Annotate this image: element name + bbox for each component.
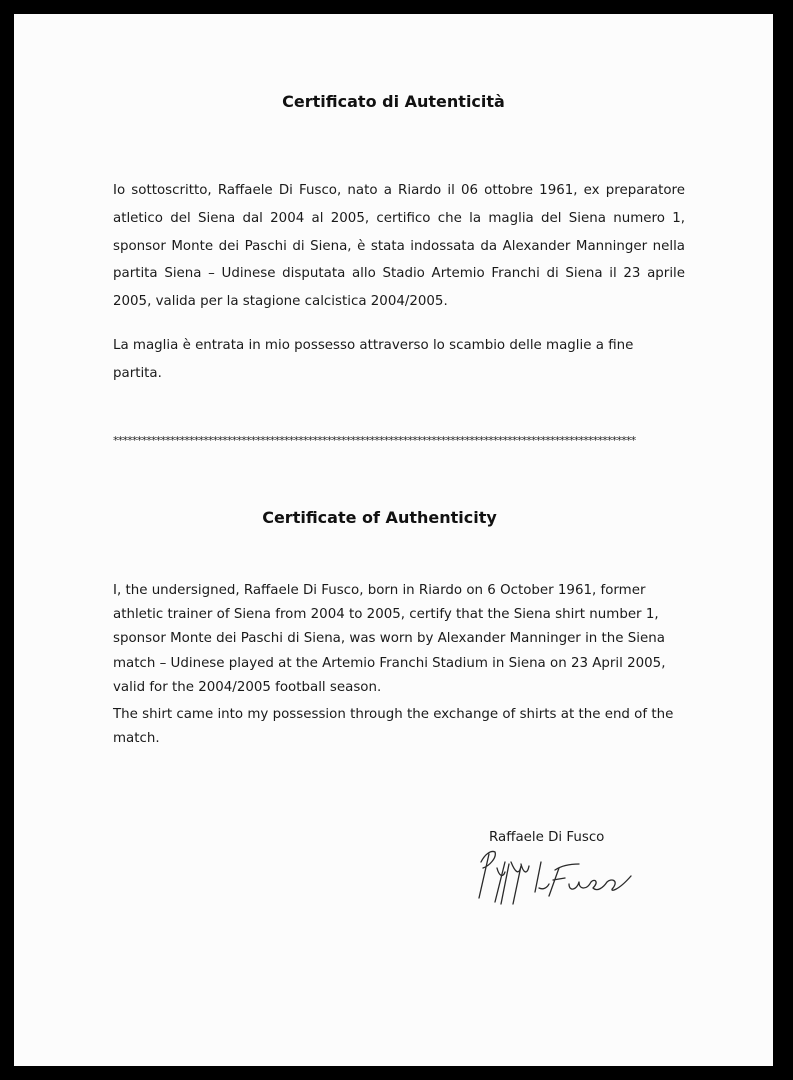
separator-line: ************************************************************************************************************** xyxy=(113,434,636,447)
paragraph-english-possession: The shirt came into my possession through the exchange of shirts at the end of the match. xyxy=(113,707,674,747)
title-english: Certificate of Authenticity xyxy=(262,508,497,527)
handwritten-signature xyxy=(459,832,649,912)
paragraph-italian-statement: Io sottoscritto, Raffaele Di Fusco, nato a Riardo il 06 ottobre 1961, ex preparatore atletico del Siena dal 2004 al 2005, certifico che la maglia del Siena numero 1, sponsor Monte dei Paschi di Siena, è stata indossata da Alexander Manninger nella partita Siena – Udinese disputata allo Stadio Artemio Franchi di Siena il 23 aprile 2005, valida per la stagione calcistica 2004/2005. xyxy=(113,183,685,310)
paragraph-italian-possession: La maglia è entrata in mio possesso attraverso lo scambio delle maglie a fine partita. xyxy=(113,338,634,381)
certificate-page xyxy=(14,14,773,1066)
paragraph-english-statement: I, the undersigned, Raffaele Di Fusco, born in Riardo on 6 October 1961, former athletic trainer of Siena from 2004 to 2005, certify that the Siena shirt number 1, sponsor Monte dei Paschi di Siena, was worn by Alexander Manninger in the Siena match – Udinese played at the Artemio Franchi Stadium in Siena on 23 April 2005, valid for the 2004/2005 football season. xyxy=(113,583,666,695)
title-italian: Certificato di Autenticità xyxy=(282,92,505,111)
signatory-name: Raffaele Di Fusco xyxy=(489,830,605,845)
